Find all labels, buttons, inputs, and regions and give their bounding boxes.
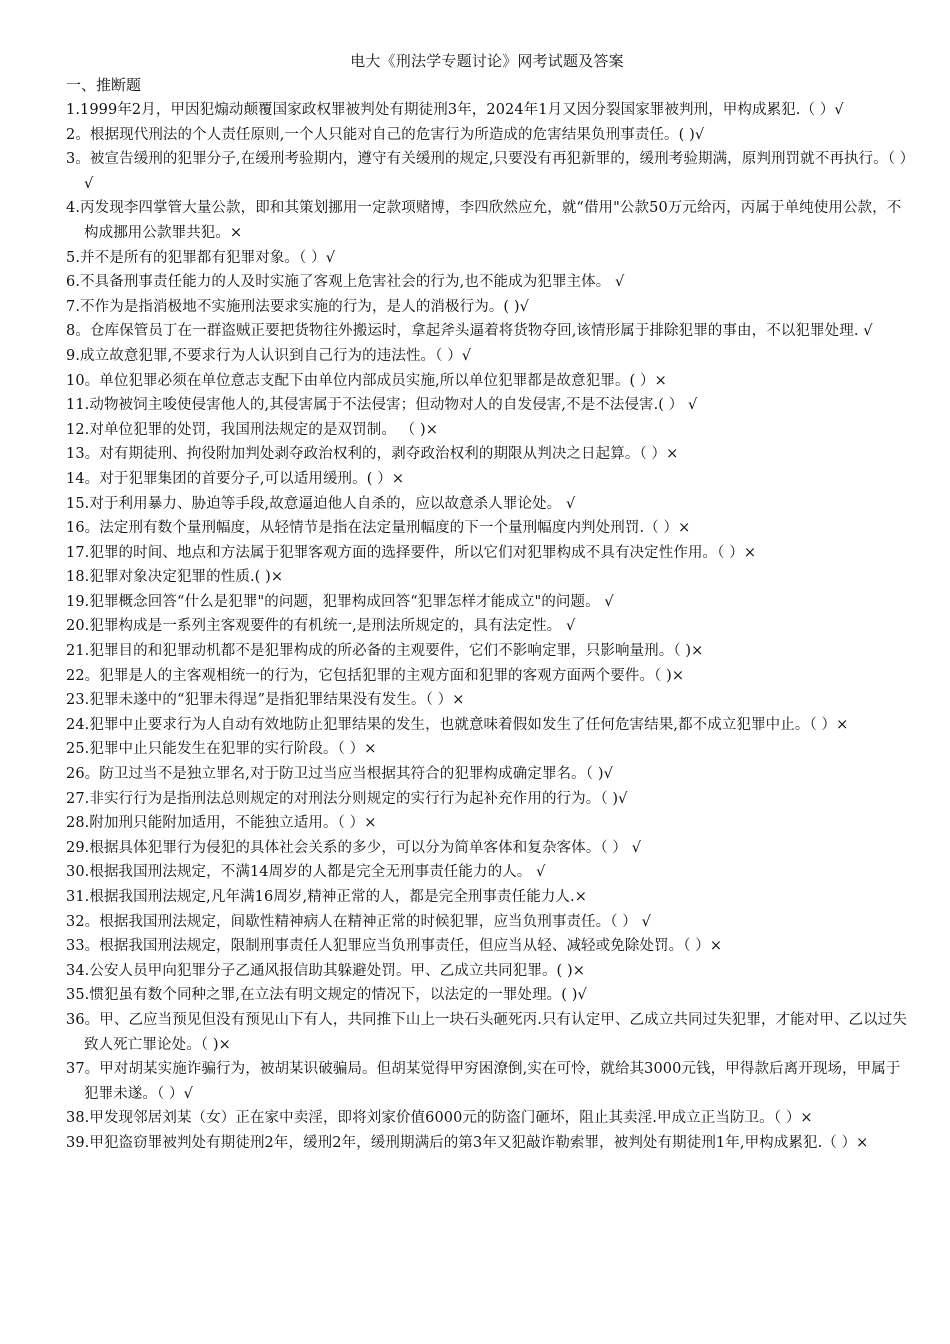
question-item: 12.对单位犯罪的处罚，我国刑法规定的是双罚制。 （ )× bbox=[66, 421, 438, 438]
question-item: 26。防卫过当不是独立罪名,对于防卫过当应当根据其符合的犯罪构成确定罪名。（ )√ bbox=[66, 766, 613, 783]
question-item: 16。法定刑有数个量刑幅度，从轻情节是指在法定量刑幅度的下一个量刑幅度内判处刑罚.（ ）× bbox=[66, 520, 691, 537]
question-item: 23.犯罪未遂中的“犯罪未得逞”是指犯罪结果没有发生。（ ）× bbox=[66, 692, 465, 709]
question-item: 32。根据我国刑法规定，间歇性精神病人在精神正常的时候犯罪，应当负刑事责任。（ ） √ bbox=[66, 913, 651, 930]
document-title: 电大《刑法学专题讨论》网考试题及答案 bbox=[350, 52, 624, 70]
question-item: 14。对于犯罪集团的首要分子,可以适用缓刑。( ）× bbox=[66, 470, 405, 487]
question-item: 4.丙发现李四掌管大量公款，即和其策划挪用一定款项赌博，李四欣然应允，就“借用"公款50万元给丙，丙属于单纯使用公款，不构成挪用公款罪共犯。× bbox=[66, 200, 902, 241]
question-item: 13。对有期徒刑、拘役附加判处剥夺政治权利的，剥夺政治权利的期限从判决之日起算。（ ）× bbox=[66, 446, 679, 463]
question-item: 24.犯罪中止要求行为人自动有效地防止犯罪结果的发生，也就意味着假如发生了任何危害结果,都不成立犯罪中止。（ ）× bbox=[66, 716, 849, 733]
question-item: 11.动物被饲主唆使侵害他人的,其侵害属于不法侵害；但动物对人的自发侵害,不是不法侵害.( ） √ bbox=[66, 397, 698, 414]
question-item: 1.1999年2月，甲因犯煽动颠覆国家政权罪被判处有期徒刑3年，2024年1月又因分裂国家罪被判刑，甲构成累犯.（ ）√ bbox=[66, 102, 844, 118]
question-item: 22。犯罪是人的主客观相统一的行为，它包括犯罪的主观方面和犯罪的客观方面两个要件。（ )× bbox=[66, 667, 685, 684]
question-item: 39.甲犯盗窃罪被判处有期徒刑2年，缓刑2年，缓刑期满后的第3年又犯敲诈勒索罪，被判处有期徒刑1年,甲构成累犯.（ ）× bbox=[66, 1134, 869, 1151]
question-item: 31.根据我国刑法规定,凡年满16周岁,精神正常的人，都是完全刑事责任能力人.× bbox=[66, 889, 587, 905]
question-item: 20.犯罪构成是一系列主客观要件的有机统一,是刑法所规定的，具有法定性。 √ bbox=[66, 618, 576, 635]
question-item: 10。单位犯罪必须在单位意志支配下由单位内部成员实施,所以单位犯罪都是故意犯罪。( ）× bbox=[66, 372, 667, 389]
question-item: 6.不具备刑事责任能力的人及时实施了客观上危害社会的行为,也不能成为犯罪主体。 √ bbox=[66, 274, 625, 291]
question-item: 17.犯罪的时间、地点和方法属于犯罪客观方面的选择要件，所以它们对犯罪构成不具有决定性作用。（ ）× bbox=[66, 544, 757, 561]
question-item: 38.甲发现邻居刘某（女）正在家中卖淫，即将刘家价值6000元的防盗门砸坏，阻止其卖淫.甲成立正当防卫。（ ）× bbox=[66, 1110, 813, 1127]
question-item: 29.根据具体犯罪行为侵犯的具体社会关系的多少，可以分为简单客体和复杂客体。（ ） √ bbox=[66, 839, 642, 856]
question-item: 9.成立故意犯罪,不要求行为人认识到自己行为的违法性。（ ）√ bbox=[66, 347, 472, 364]
question-item: 21.犯罪目的和犯罪动机都不是犯罪构成的所必备的主观要件，它们不影响定罪，只影响量刑。（ )× bbox=[66, 643, 704, 660]
question-item: 25.犯罪中止只能发生在犯罪的实行阶段。（ ）× bbox=[66, 741, 377, 758]
section-heading: 一、推断题 bbox=[66, 76, 142, 94]
question-item: 2。根据现代刑法的个人责任原则,一个人只能对自己的危害行为所造成的危害结果负刑事责任。( )√ bbox=[66, 126, 705, 143]
question-item: 8。仓库保管员丁在一群盗贼正要把货物往外搬运时，拿起斧头逼着将货物夺回,该情形属于排除犯罪的事由，不以犯罪处理. √ bbox=[66, 323, 873, 340]
question-item: 28.附加刑只能附加适用，不能独立适用。（ ）× bbox=[66, 815, 377, 832]
question-list bbox=[66, 98, 908, 1156]
question-item: 27.非实行行为是指刑法总则规定的对刑法分则规定的实行行为起补充作用的行为。（ )√ bbox=[66, 790, 628, 807]
question-item: 37。甲对胡某实施诈骗行为，被胡某识破骗局。但胡某觉得甲穷困潦倒,实在可怜，就给其3000元钱，甲得款后离开现场，甲属于犯罪未遂。（ ）√ bbox=[66, 1061, 901, 1102]
question-item: 36。甲、乙应当预见但没有预见山下有人，共同推下山上一块石头砸死丙.只有认定甲、乙成立共同过失犯罪，才能对甲、乙以过失致人死亡罪论处。（ )× bbox=[66, 1011, 907, 1053]
question-item: 33。根据我国刑法规定，限制刑事责任人犯罪应当负刑事责任，但应当从轻、减轻或免除处罚。（ ）× bbox=[66, 938, 723, 955]
question-item: 7.不作为是指消极地不实施刑法要求实施的行为，是人的消极行为。( )√ bbox=[66, 298, 529, 315]
question-item: 5.并不是所有的犯罪都有犯罪对象。（ ）√ bbox=[66, 249, 336, 266]
question-item: 35.惯犯虽有数个同种之罪,在立法有明文规定的情况下，以法定的一罪处理。( )√ bbox=[66, 987, 587, 1004]
question-item: 34.公安人员甲向犯罪分子乙通风报信助其躲避处罚。甲、乙成立共同犯罪。( )× bbox=[66, 962, 586, 979]
question-item: 19.犯罪概念回答“什么是犯罪"的问题，犯罪构成回答“犯罪怎样才能成立"的问题。 √ bbox=[66, 593, 614, 610]
question-item: 30.根据我国刑法规定，不满14周岁的人都是完全无刑事责任能力的人。 √ bbox=[66, 864, 546, 881]
question-item: 15.对于利用暴力、胁迫等手段,故意逼迫他人自杀的，应以故意杀人罪论处。 √ bbox=[66, 495, 576, 512]
question-item: 18.犯罪对象决定犯罪的性质.( )× bbox=[66, 569, 284, 586]
question-item: 3。被宣告缓刑的犯罪分子,在缓刑考验期内，遵守有关缓刑的规定,只要没有再犯新罪的，缓刑考验期满，原判刑罚就不再执行。（ ）√ bbox=[66, 151, 908, 192]
